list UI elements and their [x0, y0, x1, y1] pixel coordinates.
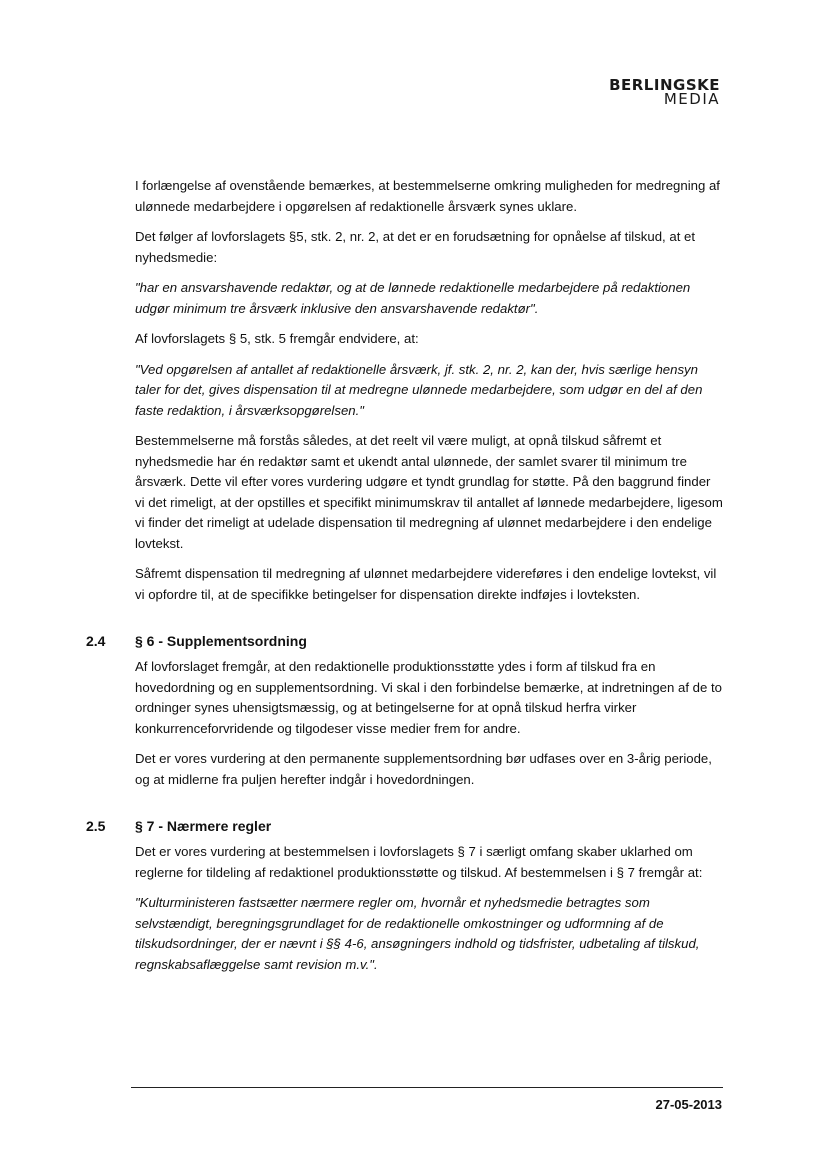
section-paragraph-2: Det er vores vurdering at den permanente supplementsordning bør udfases over en 3-årig periode, og at midlerne fra puljen herefter indgår i hovedordningen. [135, 751, 712, 787]
intro-paragraph-1: I forlængelse af ovenstående bemærkes, at bestemmelserne omkring muligheden for medregning af ulønnede medarbejdere i opgørelsen af redaktionelle årsværk synes uklare. [135, 178, 720, 214]
logo-text-berlingske: BERLINGSKE [609, 76, 720, 94]
intro-paragraph-5: Såfremt dispensation til medregning af ulønnet medarbejdere videreføres i den endelige lovtekst, vil vi opfordre til, at de specifikke betingelser for dispensation direkte indføjes i lovteksten. [135, 566, 717, 602]
section-2-4 [86, 631, 723, 790]
footer-date: 27-05-2013 [655, 1097, 722, 1112]
section-paragraph-1: Det er vores vurdering at bestemmelsen i lovforslagets § 7 i særligt omfang skaber uklarhed om reglerne for tildeling af redaktionel produktionsstøtte og tilskud. Af bestemmelsen i § 7 fremgår at: [135, 844, 703, 880]
section-title: § 7 - Nærmere regler [135, 818, 272, 834]
berlingske-media-logo [609, 78, 720, 107]
document-body [86, 176, 723, 985]
footer-divider [131, 1087, 723, 1088]
section-number: 2.4 [86, 633, 106, 649]
intro-paragraph-2: Det følger af lovforslagets §5, stk. 2, nr. 2, at det er en forudsætning for opnåelse af tilskud, at et nyhedsmedie: [135, 229, 696, 265]
logo-text-media: MEDIA [663, 90, 720, 108]
intro-paragraph-3: Af lovforslagets § 5, stk. 5 fremgår endvidere, at: [135, 331, 419, 346]
section-2-5 [86, 816, 723, 975]
section-paragraph-1: Af lovforslaget fremgår, at den redaktionelle produktionsstøtte ydes i form af tilskud fra en hovedordning og en supplementsordning. Vi skal i den forbindelse bemærke, at indretningen af de to ordninger synes uhensigtsmæssig, og at betingelserne for at opnå tilskud herfra virker konkurrenceforvridende og tilgodeser visse medier frem for andre. [135, 659, 722, 736]
intro-quote-2: "Ved opgørelsen af antallet af redaktionelle årsværk, jf. stk. 2, nr. 2, kan der, hvis særlige hensyn taler for det, gives dispensation til at medregne ulønnede medarbejdere, som udgør en del af den faste redaktion, i årsværksopgørelsen." [135, 361, 703, 418]
intro-paragraph-4: Bestemmelserne må forstås således, at det reelt vil være muligt, at opnå tilskud såfremt et nyhedsmedie har én redaktør samt et ukendt antal ulønnede, der samlet svarer til minimum tre årsværk. Dette vil efter vores vurdering udgøre et tyndt grundlag for støtte. På den baggrund finder vi det rimeligt, at der opstilles et specifikt minimumskrav til antallet af lønnede medarbejdere, ligesom vi finder det rimeligt at udelade dispensation til medregning af ulønnet medarbejdere i den endelige lovtekst. [135, 433, 723, 551]
section-number: 2.5 [86, 818, 106, 834]
intro-quote-1: "har en ansvarshavende redaktør, og at de lønnede redaktionelle medarbejdere på redaktionen udgør minimum tre årsværk inklusive den ansvarshavende redaktør". [135, 280, 691, 316]
section-quote-1: "Kulturministeren fastsætter nærmere regler om, hvornår et nyhedsmedie betragtes som selvstændigt, beregningsgrundlaget for de redaktionelle omkostninger og udformning af de tilskudsordninger, der er nævnt i §§ 4-6, ansøgningers indhold og tidsfrister, udbetaling af tilskud, regnskabsaflæggelse samt revision m.v.". [135, 895, 700, 972]
section-title: § 6 - Supplementsordning [135, 633, 307, 649]
